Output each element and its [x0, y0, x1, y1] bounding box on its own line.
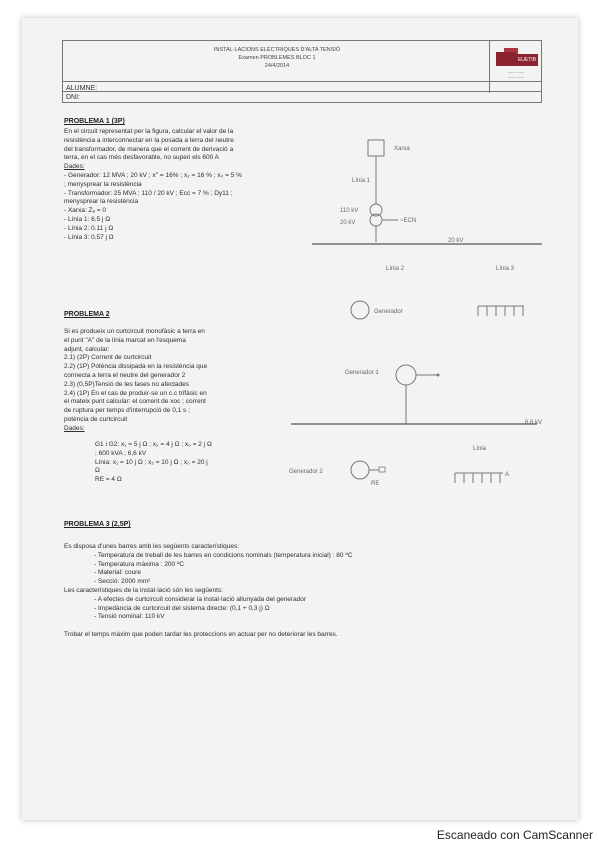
problem1-data-line: - Línia 1: 6.5 j Ω: [64, 215, 111, 223]
problem2-diagram: [267, 358, 557, 498]
problem3-intro: Es disposa d'unes barres amb les següents característiques:: [64, 543, 240, 550]
problem2-line: 2.2) (1P) Potència dissipada en la resistència que: [64, 363, 208, 371]
v20-label: 20 kV: [340, 220, 356, 226]
problem1-line: del transformador, de manera que el corrent de derivació a: [64, 145, 234, 153]
gen1-label: Generador 1: [345, 370, 379, 376]
xarxa-label: Xarxa: [394, 146, 410, 152]
logo-text: EUETIB: [516, 54, 538, 66]
problem3-bar-line: - Temperatura de treball de les barres en condicions nominals (temperatura inicial) : 80 ºC: [94, 551, 353, 559]
problem1-title: PROBLEMA 1 (3P): [64, 118, 125, 125]
problem1-diagram: [302, 136, 552, 311]
problem1-text: [64, 128, 294, 242]
school-logo: EUETIB —— —— ————: [489, 41, 541, 93]
bus2-label: 6,6 kV: [525, 420, 543, 426]
problem2-data-line: Ω: [95, 467, 100, 475]
v110-label: 110 kV: [340, 208, 359, 214]
re-label: RE: [371, 481, 380, 487]
problem2-data-line: G1 i G2: x₁ = 5 j Ω ; x₂ = 4 j Ω ; x₀ = 2 j Ω: [95, 441, 212, 448]
problem1-data-line: - Xarxa: Zₐ = 0: [64, 207, 106, 215]
bus-label: 20 kV: [448, 238, 464, 244]
problem1-data-line: menysprear la resistència: [64, 198, 139, 206]
problem2-line: 2.4) (1P) En el cas de produir-se un c.c trifàsic en: [64, 389, 207, 397]
problem3-install-line: - Tensió nominal: 110 kV: [94, 613, 165, 621]
problem2-line: connecta a terra el neutre del generador 2: [64, 371, 186, 379]
problem1-line: resistència a interconnectar en la posada a terra del neutre: [64, 136, 234, 144]
gen1-symbol: [396, 365, 416, 385]
exam-page: [22, 18, 578, 820]
problem3-bar-line: - Secció: 2000 mm²: [94, 578, 151, 586]
problem3-question: Trobar el temps màxim que poden tardar les proteccions en actuar per no deteriorar les barres.: [64, 631, 338, 639]
problem3-bar-line: - Material: coure: [94, 569, 141, 577]
problem1-line: En el circuit representat per la figura, calcular el valor de la: [64, 128, 234, 135]
problem3-title: PROBLEMA 3 (2,5P): [64, 521, 131, 528]
problem1-line: terra, en el cas més desfavorable, no superi els 600 A: [64, 154, 220, 162]
xarxa-box: [368, 140, 384, 156]
problem1-data-line: - Generador: 12 MVA ; 20 kV ; x'' = 16% ; x₂ = 16 % ; x₀ = 5 %: [64, 171, 242, 179]
student-info-box: [62, 81, 542, 103]
problem3-install-line: - A efectes de curtcircuit considerar la instal·lació allunyada del generador: [94, 595, 307, 603]
gen2-symbol: [351, 461, 369, 479]
problem1-generator-row: [342, 296, 542, 324]
generator-symbol: [351, 301, 369, 319]
student-name-label: ALUMNE:: [66, 85, 98, 92]
problem2-data-line: ; 600 kVA ; 6,6 kV: [95, 449, 147, 457]
problem2-line: el mateix punt calcular: el corrent de xoc ; corrent: [64, 398, 206, 406]
problem3-bar-line: - Temperatura màxima : 200 ºC: [94, 560, 185, 568]
problem1-data-line: - Transformador: 25 MVA ; 110 / 20 kV ; Ecc = 7 % ; Dy11 ;: [64, 189, 233, 197]
linia2-label: Línia 2: [386, 266, 405, 272]
tr-note: ~ECN: [400, 218, 417, 224]
problem2-line: el punt "A" de la línia marcat en l'esquema: [64, 336, 186, 344]
problem2-line: Si es produeix un curtcircuit monofàsic a terra en: [64, 328, 205, 335]
problem2-data-line: Línia: x₁ = 10 j Ω ; x₂ = 10 j Ω ; x₀ = 20 j: [95, 458, 208, 466]
problem2-line: 2.3) (0,5P)Tensió de les fases no afectades: [64, 380, 190, 388]
problem2-dades-label: Dades:: [64, 424, 85, 432]
scanner-watermark: Escaneado con CamScanner: [436, 828, 593, 842]
header-line-3: 24/4/2014: [264, 63, 290, 69]
problem3-install-line: - Impedància de curtcircuit del sistema directe: (0,1 + 0,3 j) Ω: [94, 604, 270, 612]
problem2-text: [64, 328, 276, 434]
problem2-line: de ruptura per temps d'interrupció de 0,1 s ;: [64, 407, 190, 415]
problem3-text: [64, 543, 564, 640]
problem2-line: 2.1) (2P) Corrent de curtcircuit: [64, 354, 152, 362]
problem1-dades-label: Dades:: [64, 163, 85, 171]
problem3-install-intro: Les característiques de la instal·lació són les següents:: [64, 586, 223, 594]
linia-label: Línia: [473, 446, 487, 452]
problem2-data-line: RE = 4 Ω: [95, 476, 122, 484]
gen2-label: Generador 2: [289, 469, 323, 475]
generator-label: Generador: [374, 309, 403, 315]
linia1-label: Línia 1: [352, 178, 371, 184]
problem2-line: potència de curtcircuit: [64, 415, 128, 423]
problem2-line: adjunt, calcular:: [64, 345, 110, 353]
header-line-2: Examen PROBLEMES BLOC 1: [238, 55, 316, 61]
problem1-data-line: ; menysprear la resistència: [64, 180, 142, 188]
linia3-label: Línia 3: [496, 266, 515, 272]
problem2-data: [95, 441, 285, 485]
point-a-label: A: [505, 472, 510, 478]
student-id-label: DNI:: [66, 94, 80, 101]
problem1-data-line: - Línia 3: 0.57 j Ω: [64, 233, 114, 241]
re-resistor: [379, 467, 385, 472]
header-line-1: INSTAL·LACIONS ELÈCTRIQUES D'ALTA TENSIÓ: [213, 47, 341, 53]
problem2-title: PROBLEMA 2: [64, 311, 110, 318]
problem1-data-line: - Línia 2: 0.11 j Ω: [64, 224, 114, 232]
